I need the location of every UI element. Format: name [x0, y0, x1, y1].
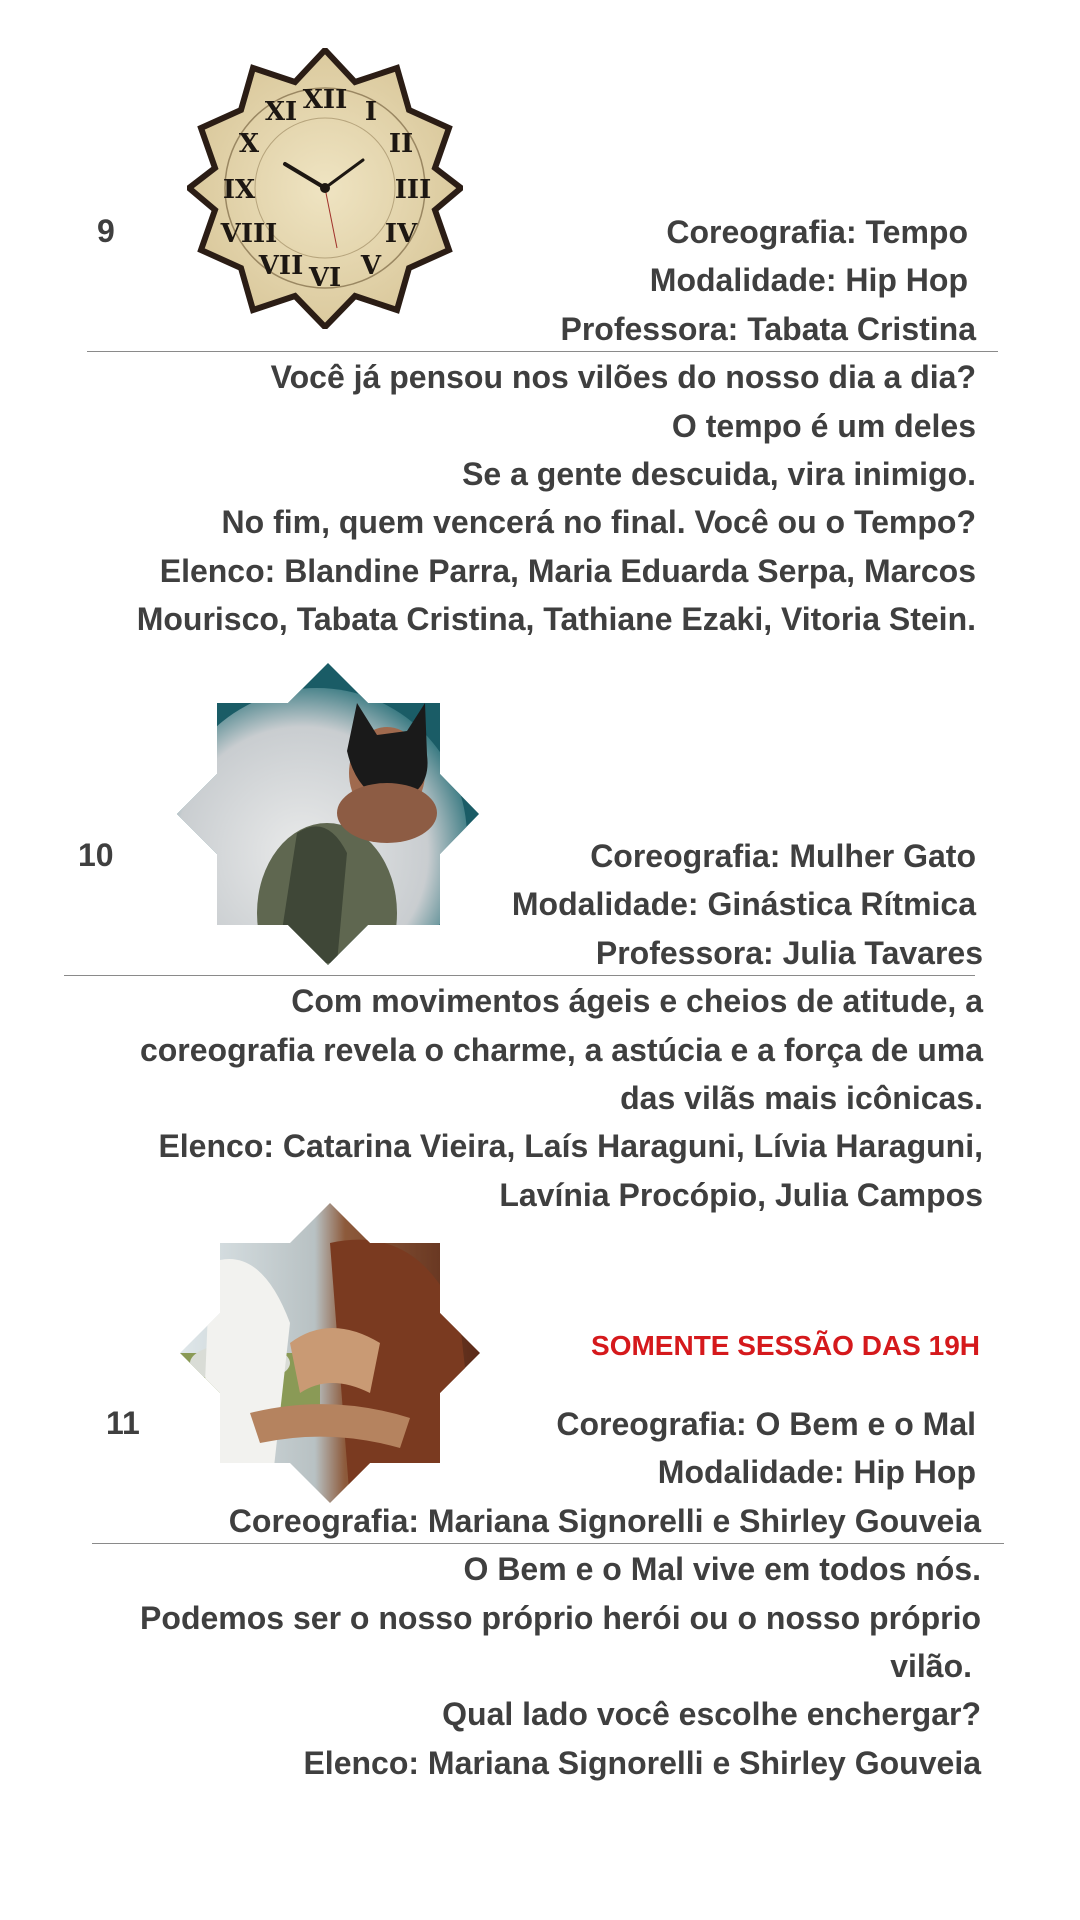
svg-text:IX: IX — [222, 175, 256, 205]
modality: Modalidade: Ginástica Rítmica — [511, 886, 976, 922]
svg-text:X: X — [238, 129, 260, 159]
teacher: Professora: Tabata Cristina — [560, 311, 976, 347]
teacher: Professora: Julia Tavares — [595, 935, 983, 971]
svg-text:III: III — [394, 175, 432, 205]
item-number: 11 — [106, 1405, 140, 1441]
item-number: 10 — [78, 837, 114, 873]
svg-text:VII: VII — [258, 251, 304, 281]
divider — [92, 1543, 1004, 1544]
svg-text:XI: XI — [264, 97, 298, 127]
svg-text:VIII: VIII — [220, 219, 278, 249]
choreography-title: Coreografia: Mulher Gato — [590, 838, 976, 874]
item-number: 9 — [97, 213, 115, 249]
choreographers: Coreografia: Mariana Signorelli e Shirley Gouveia — [228, 1503, 981, 1539]
cast-line: Elenco: Mariana Signorelli e Shirley Gouveia — [303, 1745, 981, 1781]
session-notice: SOMENTE SESSÃO DAS 19H — [591, 1330, 980, 1361]
svg-text:XII: XII — [302, 85, 348, 115]
svg-text:VI: VI — [308, 263, 342, 293]
description-line: Qual lado você escolhe enchergar? — [442, 1696, 981, 1732]
cast-line: Elenco: Catarina Vieira, Laís Haraguni, Lívia Haraguni, — [158, 1128, 983, 1164]
svg-text:V: V — [360, 251, 382, 281]
description-line: Você já pensou nos vilões do nosso dia a dia? — [270, 359, 976, 395]
description-line: coreografia revela o charme, a astúcia e a força de uma — [139, 1032, 983, 1068]
cast-line: Mourisco, Tabata Cristina, Tathiane Ezaki, Vitoria Stein. — [136, 601, 976, 637]
divider — [64, 975, 975, 976]
svg-text:IV: IV — [384, 219, 418, 249]
svg-text:II: II — [388, 129, 414, 159]
clock-icon — [187, 48, 463, 329]
catwoman-photo — [177, 663, 479, 965]
modality: Modalidade: Hip Hop — [649, 262, 968, 298]
description-line: vilão. — [890, 1648, 972, 1684]
modality: Modalidade: Hip Hop — [657, 1454, 976, 1490]
description-line: O tempo é um deles — [671, 408, 976, 444]
divider — [87, 351, 998, 352]
svg-text:I: I — [364, 97, 378, 127]
description-line: O Bem e o Mal vive em todos nós. — [463, 1551, 981, 1587]
choreography-title: Coreografia: O Bem e o Mal — [556, 1406, 976, 1442]
description-line: Se a gente descuida, vira inimigo. — [462, 456, 976, 492]
cast-line: Elenco: Blandine Parra, Maria Eduarda Serpa, Marcos — [159, 553, 976, 589]
choreography-title: Coreografia: Tempo — [666, 214, 968, 250]
description-line: Podemos ser o nosso próprio herói ou o nosso próprio — [140, 1600, 981, 1636]
description-line: Com movimentos ágeis e cheios de atitude, a — [291, 983, 983, 1019]
description-line: das vilãs mais icônicas. — [620, 1080, 983, 1116]
cast-line: Lavínia Procópio, Julia Campos — [499, 1177, 983, 1213]
good-vs-evil-photo — [180, 1203, 480, 1503]
description-line: No fim, quem vencerá no final. Você ou o Tempo? — [221, 504, 976, 540]
